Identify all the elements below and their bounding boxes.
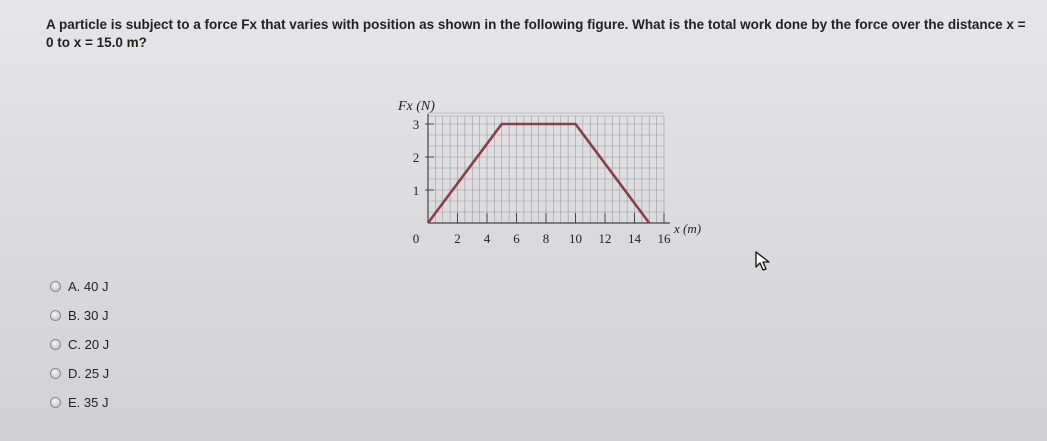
x-axis-label: x (m): [674, 221, 702, 236]
y-tick-label: 3: [412, 117, 420, 132]
chart-grid: [428, 113, 664, 223]
x-tick-label: 2: [454, 231, 461, 246]
x-tick-label: 8: [542, 231, 550, 246]
answer-options: [50, 272, 109, 417]
option-e[interactable]: [50, 388, 109, 417]
question-line-1: A particle is subject to a force Fx that varies with position as shown in the following figure. What is the total work done by the force over the distance x =: [46, 17, 1026, 32]
x-tick-label: 4: [483, 231, 491, 246]
chart-axes: [428, 114, 670, 223]
option-c[interactable]: [50, 330, 109, 359]
radio-button[interactable]: [50, 368, 61, 379]
radio-button[interactable]: [50, 339, 61, 350]
chart-ticks: [413, 117, 671, 246]
x-tick-label: 0: [412, 231, 420, 246]
y-tick-label: 2: [412, 150, 420, 165]
question-text: [46, 16, 1036, 52]
radio-button[interactable]: [50, 281, 61, 292]
force-position-chart: [388, 92, 728, 262]
radio-button[interactable]: [50, 310, 61, 321]
x-tick-label: 14: [628, 231, 641, 246]
x-tick-label: 10: [569, 231, 582, 246]
option-a[interactable]: [50, 272, 109, 301]
y-tick-label: 1: [412, 183, 420, 198]
option-d[interactable]: [50, 359, 109, 388]
mouse-cursor-icon: [754, 250, 772, 272]
x-tick-label: 12: [598, 231, 612, 246]
radio-button[interactable]: [50, 397, 61, 408]
y-axis-label: Fx (N): [398, 99, 435, 114]
option-b[interactable]: [50, 301, 109, 330]
option-label: A. 40 J: [68, 279, 109, 294]
option-label: B. 30 J: [68, 308, 109, 323]
option-label: D. 25 J: [68, 366, 110, 381]
chart-svg: [388, 92, 728, 262]
question-line-2: 0 to x = 15.0 m?: [46, 35, 147, 50]
option-label: C. 20 J: [68, 337, 110, 352]
option-label: E. 35 J: [68, 395, 109, 410]
x-tick-label: 6: [513, 231, 520, 246]
x-tick-label: 16: [657, 231, 671, 246]
